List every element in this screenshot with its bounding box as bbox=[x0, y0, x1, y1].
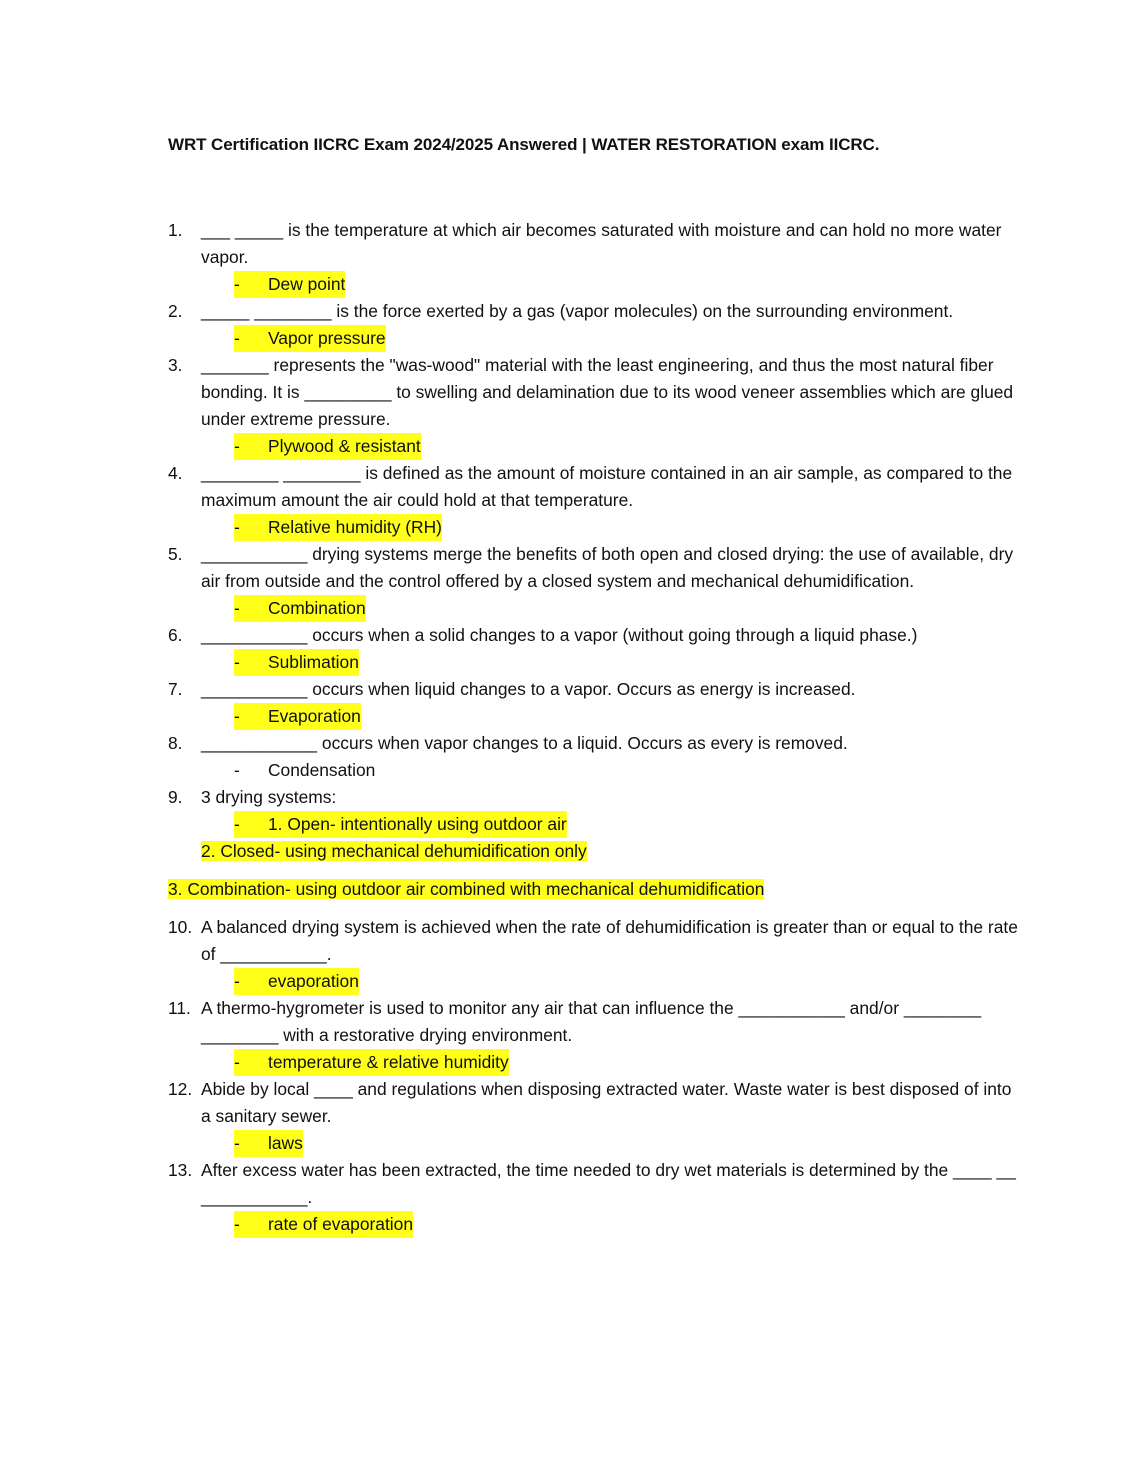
question-item bbox=[168, 622, 1018, 676]
answer-dash: - bbox=[234, 652, 240, 672]
answer-line bbox=[201, 838, 1018, 865]
answer-line bbox=[201, 703, 1018, 730]
answer-dash: - bbox=[234, 598, 240, 618]
question-text: ____________ occurs when vapor changes to a liquid. Occurs as every is removed. bbox=[201, 733, 848, 753]
answer-dash: - bbox=[234, 814, 240, 834]
answer-line bbox=[201, 514, 1018, 541]
answer-text: rate of evaporation bbox=[268, 1214, 414, 1234]
answer-text: Vapor pressure bbox=[268, 328, 386, 348]
question-number: 6. bbox=[168, 625, 183, 645]
answer-line bbox=[201, 325, 1018, 352]
question-item bbox=[168, 1157, 1018, 1238]
answer-text: Dew point bbox=[268, 274, 346, 294]
answer-dash: - bbox=[234, 760, 240, 780]
answer-text: temperature & relative humidity bbox=[268, 1052, 509, 1072]
question-number: 2. bbox=[168, 301, 183, 321]
answer-line bbox=[201, 271, 1018, 298]
answer-line bbox=[201, 1211, 1018, 1238]
answer-line bbox=[201, 595, 1018, 622]
question-item bbox=[168, 995, 1018, 1076]
answer-line bbox=[201, 968, 1018, 995]
question-number: 3. bbox=[168, 355, 183, 375]
question-text: Abide by local ____ and regulations when disposing extracted water. Waste water is best disposed of into a sanitary sewer. bbox=[201, 1079, 1012, 1126]
answer-line bbox=[201, 649, 1018, 676]
question-text: _______ represents the "was-wood" material with the least engineering, and thus the most natural fiber bonding. It is _________ to swelling and delamination due to its wood veneer assemblies which are glued under extreme pressure. bbox=[201, 355, 1014, 429]
question-text: ___ _____ is the temperature at which air becomes saturated with moisture and can hold no more water vapor. bbox=[201, 220, 1002, 267]
question-list bbox=[168, 217, 1018, 1238]
answer-dash: - bbox=[234, 971, 240, 991]
question-item bbox=[168, 541, 1018, 622]
question-text: ___________ occurs when liquid changes to a vapor. Occurs as energy is increased. bbox=[201, 679, 856, 699]
document-title: WRT Certification IICRC Exam 2024/2025 Answered | WATER RESTORATION exam IICRC. bbox=[168, 135, 880, 154]
answer-line bbox=[201, 1130, 1018, 1157]
question-item bbox=[168, 1076, 1018, 1157]
answer-text: Condensation bbox=[268, 760, 376, 780]
question-number: 4. bbox=[168, 463, 183, 483]
answer-line bbox=[201, 1049, 1018, 1076]
question-number: 7. bbox=[168, 679, 183, 699]
question-item bbox=[168, 730, 1018, 784]
answer-dash: - bbox=[234, 1052, 240, 1072]
question-item bbox=[168, 676, 1018, 730]
answer-line bbox=[201, 811, 1018, 838]
answer-dash: - bbox=[234, 436, 240, 456]
answer-text: 2. Closed- using mechanical dehumidification only bbox=[201, 841, 587, 861]
question-text: 3 drying systems: bbox=[201, 787, 337, 807]
answer-dash: - bbox=[234, 517, 240, 537]
answer-text: evaporation bbox=[268, 971, 359, 991]
question-text: After excess water has been extracted, the time needed to dry wet materials is determined by the ____ __ ___________. bbox=[201, 1160, 1016, 1207]
answer-line bbox=[201, 757, 1018, 784]
question-item bbox=[168, 460, 1018, 541]
answer-text: laws bbox=[268, 1133, 303, 1153]
question-text: ___________ drying systems merge the benefits of both open and closed drying: the use of available, dry air from outside and the control offered by a closed system and mechanical dehumidification. bbox=[201, 544, 1014, 591]
question-number: 9. bbox=[168, 787, 183, 807]
answer-dash: - bbox=[234, 328, 240, 348]
question-number: 8. bbox=[168, 733, 183, 753]
answer-dash: - bbox=[234, 706, 240, 726]
question-number: 12. bbox=[168, 1079, 193, 1099]
answer-dash: - bbox=[234, 1133, 240, 1153]
question-item bbox=[168, 217, 1018, 298]
question-text: A balanced drying system is achieved when the rate of dehumidification is greater than or equal to the rate of ___________. bbox=[201, 917, 1018, 964]
answer-line bbox=[201, 433, 1018, 460]
question-number: 13. bbox=[168, 1160, 193, 1180]
question-number: 11. bbox=[168, 998, 191, 1018]
answer-text: 3. Combination- using outdoor air combined with mechanical dehumidification bbox=[168, 879, 765, 899]
answer-line bbox=[168, 876, 1018, 903]
answer-dash: - bbox=[234, 274, 240, 294]
question-text: ___________ occurs when a solid changes to a vapor (without going through a liquid phase.) bbox=[201, 625, 918, 645]
answer-text: Combination bbox=[268, 598, 366, 618]
question-text: A thermo-hygrometer is used to monitor any air that can influence the ___________ and/or ________ ________ with a restorative drying environment. bbox=[201, 998, 982, 1045]
question-number: 1. bbox=[168, 220, 183, 240]
answer-dash: - bbox=[234, 1214, 240, 1234]
answer-text: Evaporation bbox=[268, 706, 361, 726]
question-text: ________ ________ is defined as the amount of moisture contained in an air sample, as compared to the maximum amount the air could hold at that temperature. bbox=[201, 463, 1013, 510]
answer-text: Plywood & resistant bbox=[268, 436, 421, 456]
question-item bbox=[168, 784, 1018, 903]
answer-text: Relative humidity (RH) bbox=[268, 517, 442, 537]
question-item bbox=[168, 352, 1018, 460]
question-text: _____ ________ is the force exerted by a gas (vapor molecules) on the surrounding environment. bbox=[201, 301, 954, 321]
answer-text: Sublimation bbox=[268, 652, 359, 672]
question-number: 10. bbox=[168, 917, 193, 937]
answer-text: 1. Open- intentionally using outdoor air bbox=[268, 814, 567, 834]
question-item bbox=[168, 914, 1018, 995]
question-item bbox=[168, 298, 1018, 352]
question-number: 5. bbox=[168, 544, 183, 564]
